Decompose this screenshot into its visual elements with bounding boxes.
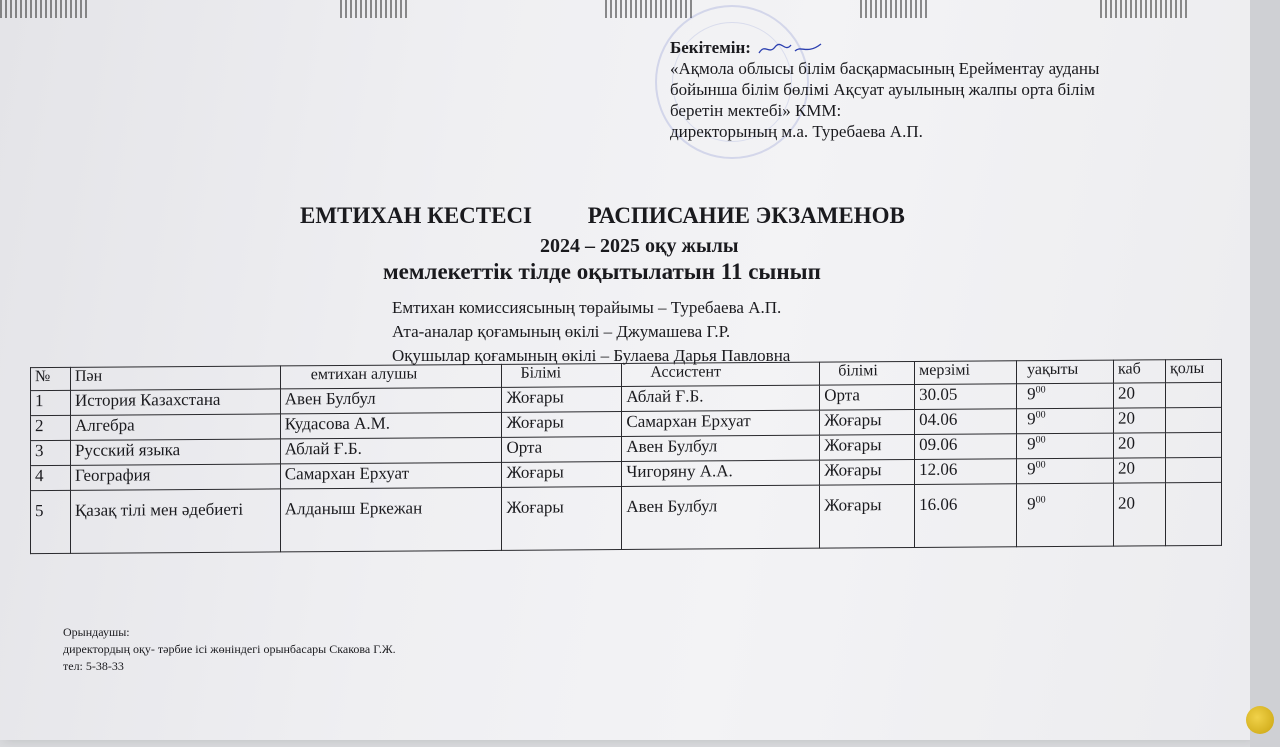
header-examiner: емтихан алушы (280, 364, 502, 389)
cell-examiner: Самархан Ерхуат (280, 462, 502, 489)
cell-room: 20 (1114, 458, 1166, 483)
cell-assistant: Авен Булбул (622, 485, 820, 549)
cell-assistant: Авен Булбул (622, 435, 820, 461)
approval-block (670, 37, 1230, 142)
commission-line: Емтихан комиссиясының төрайымы – Туребаева А.П. (392, 298, 782, 317)
cell-education-2: Жоғары (820, 434, 915, 460)
cell-room: 20 (1114, 383, 1166, 408)
header-no: № (31, 367, 71, 390)
cell-examiner: Аблай Ғ.Б. (280, 437, 502, 464)
cell-assistant: Самархан Ерхуат (622, 410, 820, 436)
cell-time: $9^{00}$ (1017, 383, 1114, 409)
header-education-2: білімі (820, 361, 915, 385)
page-title (300, 203, 1040, 229)
approval-line: беретін мектебі» КММ: (670, 101, 842, 120)
cell-education-2: Орта (820, 384, 915, 410)
cell-education: Жоғары (502, 462, 622, 488)
header-signature: қолы (1165, 359, 1221, 382)
header-time: уақыты (1017, 360, 1114, 384)
cell-education: Жоғары (502, 387, 622, 413)
cell-date: 09.06 (915, 434, 1017, 460)
cell-education-2: Жоғары (820, 459, 915, 485)
grade-line: мемлекеттік тілде оқытылатын 11 сынып (383, 259, 821, 284)
cell-date: 12.06 (915, 459, 1017, 485)
cell-room: 20 (1114, 483, 1166, 546)
cell-education-2: Жоғары (820, 409, 915, 435)
cell-time: $9^{00}$ (1017, 408, 1114, 434)
header-date: мерзімі (915, 361, 1017, 385)
footer-phone: тел: 5-38-33 (63, 659, 124, 673)
cell-date: 30.05 (915, 384, 1017, 410)
cell-signature (1165, 382, 1221, 407)
cell-signature (1165, 457, 1221, 482)
print-bleed (605, 0, 695, 18)
table-row (31, 482, 1222, 553)
approval-line: бойынша білім бөлімі Ақсуат ауылының жалпы орта білім (670, 80, 1095, 99)
cell-date: 16.06 (915, 484, 1017, 548)
cell-subject: Қазақ тілі мен әдебиеті (70, 489, 280, 553)
approval-label: Бекітемін: (670, 38, 751, 57)
header-subject: Пән (70, 366, 280, 390)
print-bleed (1100, 0, 1190, 18)
approval-line: «Ақмола облысы білім басқармасының Ерейментау ауданы (670, 59, 1100, 78)
cell-time: $9^{00}$ (1017, 433, 1114, 459)
print-bleed (340, 0, 410, 18)
cell-examiner: Алданыш Еркежан (280, 487, 502, 552)
cell-education: Жоғары (502, 412, 622, 438)
exam-schedule-table (30, 359, 1222, 554)
cell-no: 4 (31, 465, 71, 490)
cell-subject: География (70, 464, 280, 490)
print-bleed (860, 0, 930, 18)
cell-education-2: Жоғары (820, 484, 915, 548)
title-ru: РАСПИСАНИЕ ЭКЗАМЕНОВ (587, 203, 905, 228)
cell-signature (1165, 432, 1221, 457)
academic-year: 2024 – 2025 оқу жылы (540, 235, 739, 257)
cell-no: 5 (31, 490, 71, 553)
cell-time: $9^{00}$ (1017, 483, 1114, 547)
title-kz: ЕМТИХАН КЕСТЕСІ (300, 203, 533, 228)
push-pin-icon (1246, 706, 1274, 734)
cell-no: 3 (31, 440, 71, 465)
cell-signature (1165, 407, 1221, 432)
signature-icon (755, 41, 825, 57)
header-room: каб (1114, 360, 1166, 383)
cell-assistant: Аблай Ғ.Б. (622, 385, 820, 411)
cell-no: 2 (31, 415, 71, 440)
cell-signature (1165, 482, 1221, 545)
commission-line: Оқушылар қоғамының өкілі – Булаева Дарья Павловна (392, 346, 791, 365)
header-education: Білімі (502, 364, 622, 388)
background-wall (1250, 0, 1280, 747)
cell-assistant: Чигоряну А.А. (622, 460, 820, 486)
cell-education: Жоғары (502, 487, 622, 551)
cell-subject: Русский языка (70, 439, 280, 465)
print-bleed (0, 0, 90, 18)
header-assistant: Ассистент (622, 362, 820, 386)
approval-line: директорының м.а. Туребаева А.П. (670, 122, 923, 141)
cell-examiner: Авен Булбул (280, 387, 502, 414)
cell-education: Орта (502, 437, 622, 463)
footer-role: Орындаушы: (63, 625, 130, 639)
cell-examiner: Кудасова А.М. (280, 412, 502, 439)
footer-person: директордың оқу- тәрбие ісі жөніндегі орынбасары Скакова Г.Ж. (63, 642, 396, 656)
cell-date: 04.06 (915, 409, 1017, 435)
cell-room: 20 (1114, 433, 1166, 458)
cell-subject: Алгебра (70, 414, 280, 440)
cell-time: $9^{00}$ (1017, 458, 1114, 484)
cell-room: 20 (1114, 408, 1166, 433)
cell-no: 1 (31, 390, 71, 415)
cell-subject: История Казахстана (70, 389, 280, 415)
footer-block (63, 624, 396, 675)
commission-line: Ата-аналар қоғамының өкілі – Джумашева Г.Р. (392, 322, 731, 341)
